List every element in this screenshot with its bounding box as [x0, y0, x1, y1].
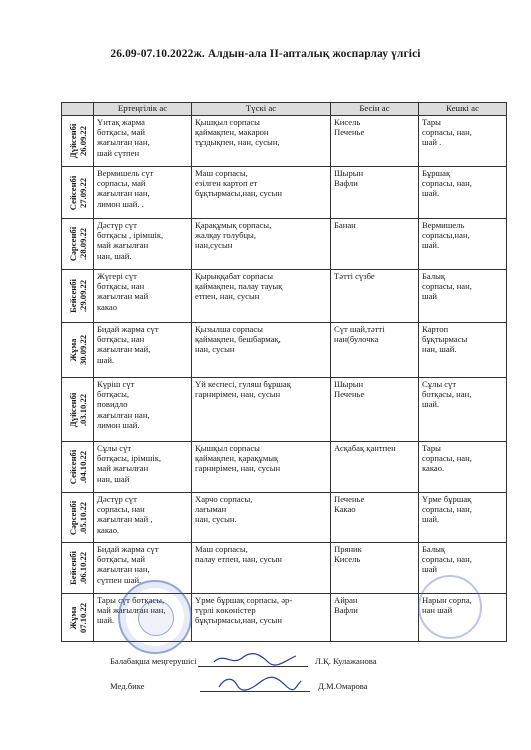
day-label: Бейсенбі .06.10.22 — [67, 551, 88, 585]
lunch-cell: Үрме бұршақ сорпасы, әр- түрлі көкөністер бұқтырмасы,нан, сусын — [192, 594, 331, 642]
table-row — [62, 323, 507, 378]
lunch-cell: Үй кеспесі, гуляш бұршақ гарнирімен, нан, сусын — [192, 378, 331, 442]
dinner-cell: Сұлы сүт ботқасы, нан, шай. — [419, 378, 507, 442]
day-label: Сәрсенбі .05.10.22 — [67, 500, 88, 535]
day-label: Бейсенбі .29.09.22 — [67, 279, 88, 313]
signature-scribble-icon — [215, 673, 305, 693]
table-row — [62, 116, 507, 167]
breakfast-cell: Дәстүр сүт ботқасы , ірімшік, май жағылған нан, шай. — [94, 219, 192, 270]
header-dinner: Кешкі ас — [419, 103, 507, 116]
header-breakfast: Ертеңгілік ас — [94, 103, 192, 116]
snack-cell: Шырын Вафли — [331, 167, 419, 219]
lunch-cell: Қызылша сорпасы қаймақпен, бешбармақ, нан, сусын — [192, 323, 331, 378]
breakfast-cell: Сұлы сүт ботқасы, ірімшік, май жағылған нан, шай — [94, 442, 192, 493]
snack-cell: Печенье Какао — [331, 493, 419, 543]
snack-cell: Асқабақ қантпен — [331, 442, 419, 493]
day-label: Сейсенбі 27.09.22 — [67, 175, 88, 210]
day-cell — [62, 219, 94, 270]
table-row — [62, 378, 507, 442]
day-cell — [62, 493, 94, 543]
document-title: 26.09-07.10.2022ж. Алдын-ала II-апталық жоспарлау үлгісі — [110, 48, 421, 60]
table-row — [62, 493, 507, 543]
day-label: Сейсенбі .04.10.22 — [67, 449, 88, 485]
lunch-cell: Қышқыл сорпасы қаймақпен, қарақұмық гарнирімен, нан, сусын — [192, 442, 331, 493]
lunch-cell: Қарақұмық сорпасы, жалқау голубцы, нан,сусын — [192, 219, 331, 270]
dinner-cell: Вермишель сорпасы,нан, шай. — [419, 219, 507, 270]
menu-table — [61, 102, 507, 642]
day-cell — [62, 167, 94, 219]
dinner-cell: Тары сорпасы, нан, какао. — [419, 442, 507, 493]
breakfast-cell: Жүгері сүт ботқасы, нан жағылған май какао — [94, 270, 192, 323]
dinner-cell: Нарын сорпа, нан шай — [419, 594, 507, 642]
day-cell — [62, 594, 94, 642]
snack-cell: Кисель Печенье — [331, 116, 419, 167]
breakfast-cell: Үнтақ жарма ботқасы, май жағылған нан, шай сүтпен — [94, 116, 192, 167]
snack-cell: Сүт шай,тәтті нан(булочка — [331, 323, 419, 378]
snack-cell: Тәтті сүзбе — [331, 270, 419, 323]
day-label: Жұма 30.09.22 — [67, 334, 88, 366]
header-row — [62, 103, 507, 116]
day-label: Дүйсенбі .03.10.22 — [67, 392, 88, 427]
signature-role-head: Балабақша меңгерушісі — [110, 656, 197, 666]
day-cell — [62, 116, 94, 167]
breakfast-cell: Дәстүр сүт сорпасы, нан жағылған май , какао. — [94, 493, 192, 543]
signature-name-head: Л.Қ. Кулажанова — [315, 656, 377, 666]
signature-block — [110, 648, 470, 708]
header-snack: Бесін ас — [331, 103, 419, 116]
signature-role-nurse: Мед.бике — [110, 681, 145, 691]
table-row — [62, 167, 507, 219]
day-label: Жұма 07.10.22 — [67, 602, 88, 633]
signature-scribble-icon — [210, 650, 300, 668]
snack-cell: Пряник Кисель — [331, 543, 419, 594]
dinner-cell: Балық сорпасы, нан, шай — [419, 270, 507, 323]
day-cell — [62, 543, 94, 594]
snack-cell: Шырын Печенье — [331, 378, 419, 442]
stamp-seal-faint-icon — [418, 575, 482, 639]
dinner-cell: Үрме бұршақ сорпасы, нан, шай. — [419, 493, 507, 543]
lunch-cell: Маш сорпасы, езілген картоп ет бұқтырмасы,нан, сусын — [192, 167, 331, 219]
table-row — [62, 270, 507, 323]
lunch-cell: Маш сорпасы, палау етпен, нан, сусын — [192, 543, 331, 594]
header-lunch: Түскі ас — [192, 103, 331, 116]
dinner-cell: Тары сорпасы, нан, шай . — [419, 116, 507, 167]
table-row — [62, 442, 507, 493]
day-cell — [62, 323, 94, 378]
lunch-cell: Қырыққабат сорпасы қаймақпен, палау тауық етпен, нан, сусын — [192, 270, 331, 323]
snack-cell: Банан — [331, 219, 419, 270]
breakfast-cell: Бидай жарма сүт ботқасы, нан жағылған май, шай. — [94, 323, 192, 378]
breakfast-cell: Тары сүт ботқасы, май жағылған нан, шай. — [94, 594, 192, 642]
dinner-cell: Балық сорпасы, нан, шай — [419, 543, 507, 594]
day-cell — [62, 442, 94, 493]
day-cell — [62, 270, 94, 323]
day-label: Сәрсенбі .28.09.22 — [67, 226, 88, 262]
lunch-cell: Қышқыл сорпасы қаймақпен, макарон тұздықпен, нан, сусын, — [192, 116, 331, 167]
dinner-cell: Бұршақ сорпасы, нан, шай. — [419, 167, 507, 219]
dinner-cell: Картоп бұқтырмасы нан, шай. — [419, 323, 507, 378]
day-label: Дүйсенбі 26.09.22 — [67, 123, 88, 159]
breakfast-cell: Күріш сүт ботқасы, повидло жағылған нан, лимон шай. — [94, 378, 192, 442]
breakfast-cell: Вермишель сүт сорпасы, май жағылған нан, лимон шай. . — [94, 167, 192, 219]
table-row — [62, 219, 507, 270]
stamp-seal-icon — [118, 580, 192, 654]
corner-cell — [62, 103, 94, 116]
lunch-cell: Харчо сорпасы, лағыман нан, сусын. — [192, 493, 331, 543]
signature-name-nurse: Д.М.Омарова — [318, 681, 368, 691]
day-cell — [62, 378, 94, 442]
snack-cell: Айран Вафли — [331, 594, 419, 642]
breakfast-cell: Бидай жарма сүт ботқасы, май жағылған нан, сүтпен шай. — [94, 543, 192, 594]
